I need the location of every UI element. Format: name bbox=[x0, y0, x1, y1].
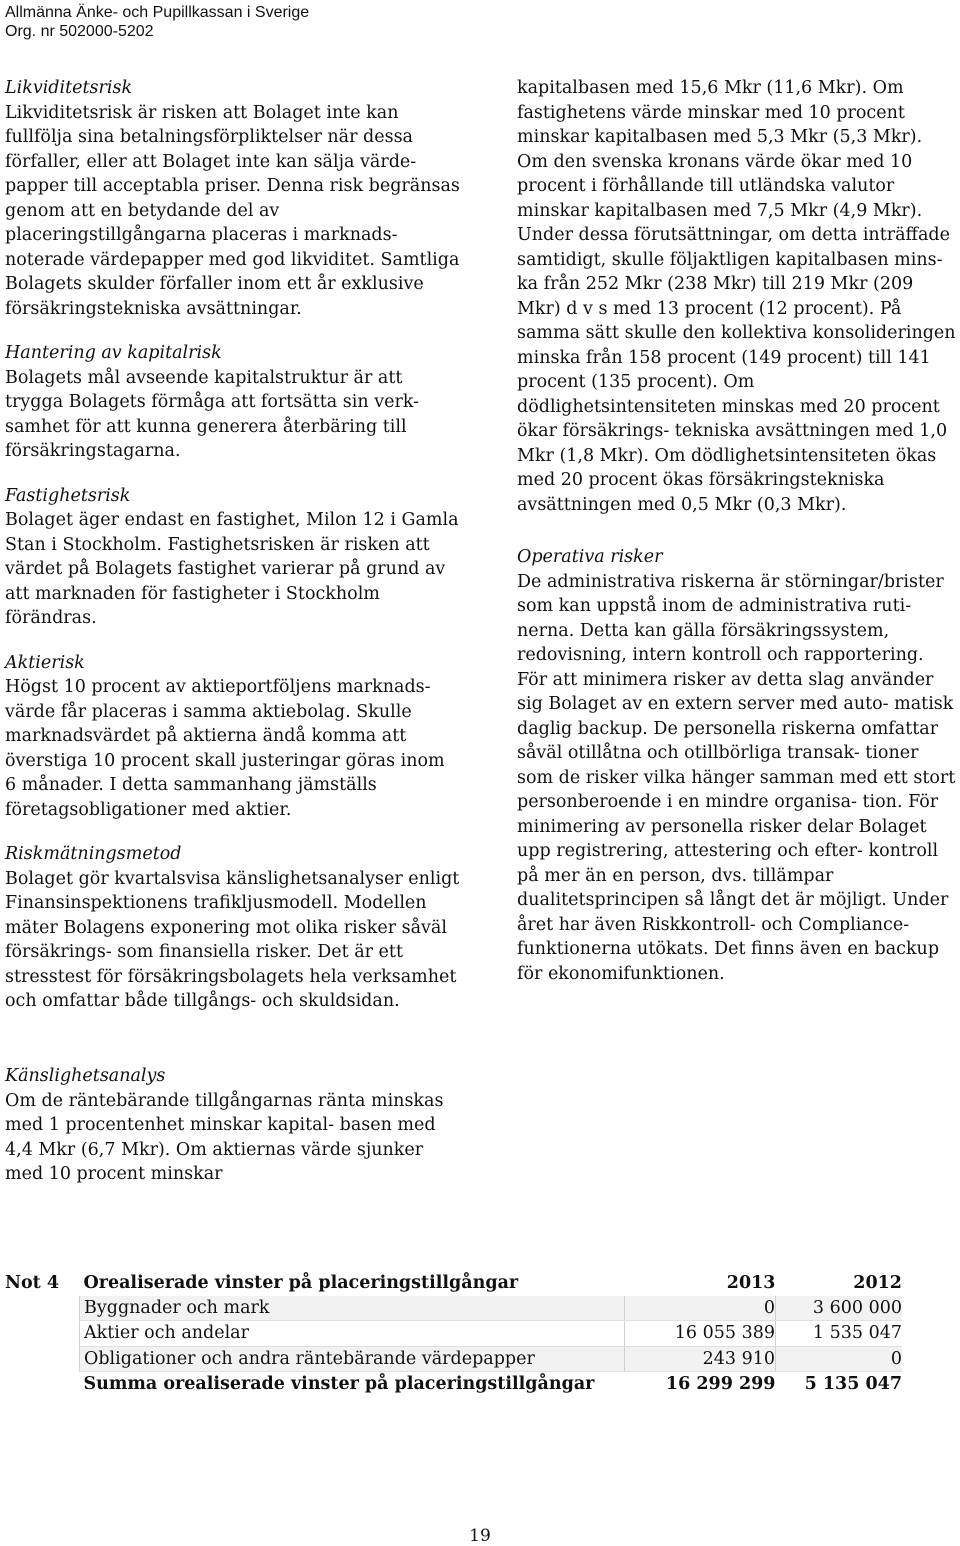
table-row bbox=[5, 1296, 902, 1321]
section-body: Bolaget gör kvartalsvisa känslighetsanalyser enligt Finansinspektionens trafikljusmodell. Modellen mäter Bolagens exponering mot olika risker såväl försäkrings- som finansiella risker. Det är ett stresstest för försäkringsbolagets hela verksamhet och omfattar både tillgångs- och skuldsidan. bbox=[5, 868, 460, 1011]
section-sensitivity-analysis bbox=[5, 1064, 460, 1187]
total-value-2013: 16 299 299 bbox=[665, 1374, 776, 1394]
section-risk-measurement bbox=[5, 842, 460, 1014]
header-company-name: Allmänna Änke- och Pupillkassan i Sverige bbox=[5, 4, 310, 21]
section-body: Likviditetsrisk är risken att Bolaget inte kan fullfölja sina betalningsförpliktelser när dessa förfaller, eller att Bolaget inte kan sälja värde- papper till acceptabla priser. Denna risk begränsas genom att en betydande del av placeringstillgångarna placeras i marknads- noterade värdepapper med god likviditet. Samtliga Bolagets skulder förfaller inom ett år exklusive försäkringstekniska avsättningar. bbox=[5, 102, 460, 319]
section-sensitivity-continued bbox=[517, 76, 957, 517]
row-label: Aktier och andelar bbox=[80, 1321, 625, 1347]
section-body: Bolagets mål avseende kapitalstruktur är att trygga Bolagets förmåga att fortsätta sin verk- samhet för att kunna generera återbäring till försäkringstagarna. bbox=[5, 367, 420, 461]
section-heading: Känslighetsanalys bbox=[5, 1066, 166, 1086]
row-value-2012: 0 bbox=[776, 1346, 903, 1372]
total-label: Summa orealiserade vinster på placeringstillgångar bbox=[83, 1374, 595, 1394]
note-label: Not 4 bbox=[5, 1273, 60, 1293]
row-value-2012: 1 535 047 bbox=[776, 1321, 903, 1347]
section-body: kapitalbasen med 15,6 Mkr (11,6 Mkr). Om fastighetens värde minskar med 10 procent minskar kapitalbasen med 5,3 Mkr (5,3 Mkr). Om den svenska kronans värde ökar med 10 procent i förhållande till utländska valutor minskar kapitalbasen med 7,5 Mkr (4,9 Mkr). Under dessa förutsättningar, om detta inträffade samtidigt, skulle följaktligen kapitalbasen mins- ka från 252 Mkr (238 Mkr) till 219 Mkr (209 Mkr) d v s med 13 procent (12 procent). På samma sätt skulle den kollektiva konsolideringen minska från 158 procent (149 procent) till 141 procent (135 procent). Om dödlighetsintensiteten minskas med 20 procent ökar försäkrings- tekniska avsättningen med 1,0 Mkr (1,8 Mkr). Om dödlighetsintensiteten ökas med 20 procent ökas försäkringstekniska avsättningen med 0,5 Mkr (0,3 Mkr). bbox=[517, 78, 956, 515]
table-row bbox=[5, 1346, 902, 1372]
table-total-row bbox=[5, 1372, 902, 1397]
section-heading: Hantering av kapitalrisk bbox=[5, 343, 222, 363]
section-property-risk bbox=[5, 484, 460, 631]
total-value-2012: 5 135 047 bbox=[804, 1374, 902, 1394]
table-title: Orealiserade vinster på placeringstillgångar bbox=[83, 1273, 519, 1293]
table-header-row bbox=[5, 1271, 902, 1296]
unrealized-gains-table bbox=[5, 1271, 902, 1397]
table-row bbox=[5, 1321, 902, 1347]
left-column bbox=[5, 76, 460, 1034]
page-number: 19 bbox=[469, 1526, 491, 1546]
row-value-2013: 243 910 bbox=[625, 1346, 776, 1372]
header-org-number: Org. nr 502000-5202 bbox=[5, 23, 154, 40]
row-label: Byggnader och mark bbox=[80, 1296, 625, 1321]
document-header bbox=[5, 3, 309, 41]
section-capital-risk bbox=[5, 341, 460, 464]
column-header-2012: 2012 bbox=[853, 1273, 902, 1293]
section-body: Om de räntebärande tillgångarnas ränta minskas med 1 procentenhet minskar kapital- basen med 4,4 Mkr (6,7 Mkr). Om aktiernas värde sjunker med 10 procent minskar bbox=[5, 1090, 444, 1184]
section-equity-risk bbox=[5, 651, 460, 823]
section-body: Bolaget äger endast en fastighet, Milon 12 i Gamla Stan i Stockholm. Fastighetsrisken är risken att värdet på Bolagets fastighet varierar på grund av att marknaden för fastigheter i Stockholm förändras. bbox=[5, 510, 459, 628]
section-body: De administrativa riskerna är störningar/brister som kan uppstå inom de administrativa ruti- nerna. Detta kan gälla försäkringssystem, redovisning, intern kontroll och rapportering. För att minimera risker av detta slag använder sig Bolaget av en extern server med auto- matisk daglig backup. De personella riskerna omfattar såväl otillåtna och otillbörliga transak- tioner som de risker vilka hänger samman med ett stort personberoende i en mindre organisa- tion. För minimering av personella risker delar Bolaget upp registrering, attestering och efter- kontroll på mer än en person, dvs. tillämpar dualitetsprincipen så långt det är möjligt. Under året har även Riskkontroll- och Compliance- funktionerna utökats. Det finns även en backup för ekonomifunktionen. bbox=[517, 571, 956, 984]
note-4-table-block bbox=[5, 1271, 925, 1397]
right-column bbox=[517, 76, 957, 1006]
row-value-2012: 3 600 000 bbox=[776, 1296, 903, 1321]
section-heading: Likviditetsrisk bbox=[5, 78, 133, 98]
section-heading: Riskmätningsmetod bbox=[5, 844, 182, 864]
section-heading: Fastighetsrisk bbox=[5, 485, 131, 506]
row-label: Obligationer och andra räntebärande värdepapper bbox=[80, 1346, 625, 1372]
row-value-2013: 16 055 389 bbox=[625, 1321, 776, 1347]
section-heading: Aktierisk bbox=[5, 652, 85, 673]
row-value-2013: 0 bbox=[625, 1296, 776, 1321]
column-header-2013: 2013 bbox=[726, 1273, 776, 1293]
section-body: Högst 10 procent av aktieportföljens marknads- värde får placeras i samma aktiebolag. Skulle marknadsvärdet på aktierna ändå komma att överstiga 10 procent skall justeringar göras inom 6 månader. I detta sammanhang jämställs företagsobligationer med aktier. bbox=[5, 677, 445, 820]
section-heading: Operativa risker bbox=[517, 547, 663, 567]
section-operational-risk bbox=[517, 545, 957, 986]
section-liquidity-risk bbox=[5, 76, 460, 321]
